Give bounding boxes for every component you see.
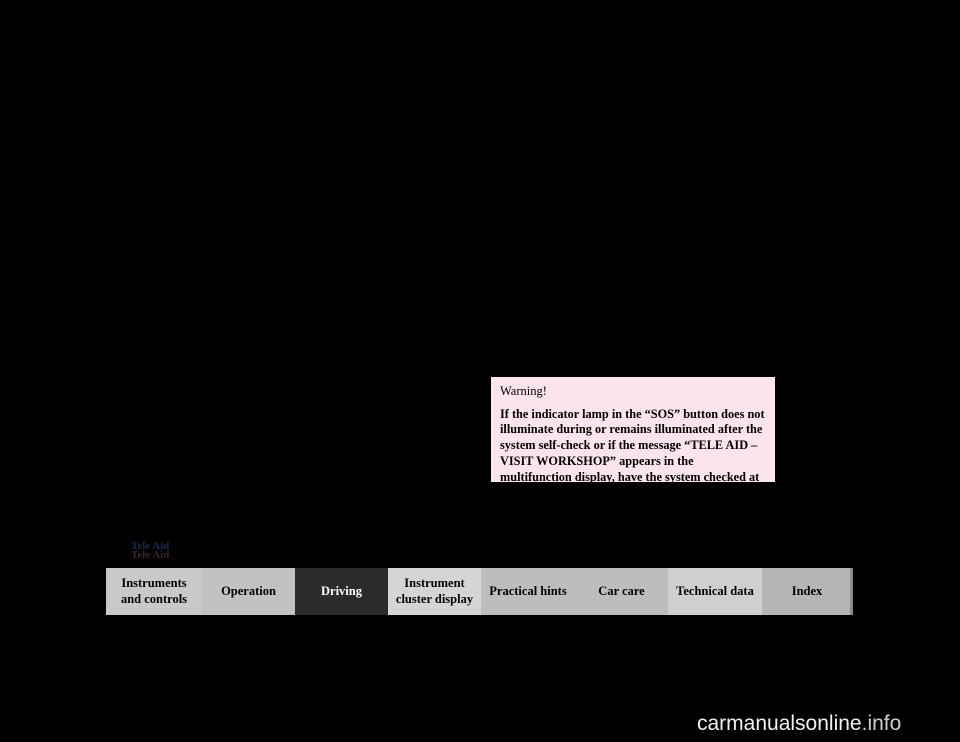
warning-body-text: If the indicator lamp in the “SOS” button does not illuminate during or remains illuminated after the system self-check or if the message “TELE AID – VISIT WORKSHOP” appears in the multifunction display, have the system checked at the nearest Mercedes-Benz Center as soon as possible.	[500, 406, 765, 516]
tab-car-care[interactable]: Car care	[575, 568, 668, 615]
tab-bar-right-edge	[850, 568, 853, 615]
section-label	[131, 540, 169, 561]
watermark-main: carmanualsonline	[697, 712, 862, 735]
tab-index[interactable]: Index	[762, 568, 852, 615]
chapter-tab-bar[interactable]	[106, 568, 852, 615]
section-label-line2: Tele Aid	[131, 549, 170, 562]
tab-instruments-and-controls[interactable]: Instruments and controls	[106, 568, 202, 615]
section-label-line1: Tele Aid	[131, 540, 170, 552]
tab-practical-hints[interactable]: Practical hints	[481, 568, 575, 615]
watermark-suffix: .info	[861, 712, 902, 735]
watermark	[697, 712, 901, 736]
warning-title: Warning!	[500, 384, 547, 398]
tab-driving[interactable]: Driving	[295, 568, 388, 615]
tab-technical-data[interactable]: Technical data	[668, 568, 762, 615]
tab-instrument-cluster-display[interactable]: Instrument cluster display	[388, 568, 481, 615]
warning-callout	[491, 377, 775, 516]
tab-operation[interactable]: Operation	[202, 568, 295, 615]
